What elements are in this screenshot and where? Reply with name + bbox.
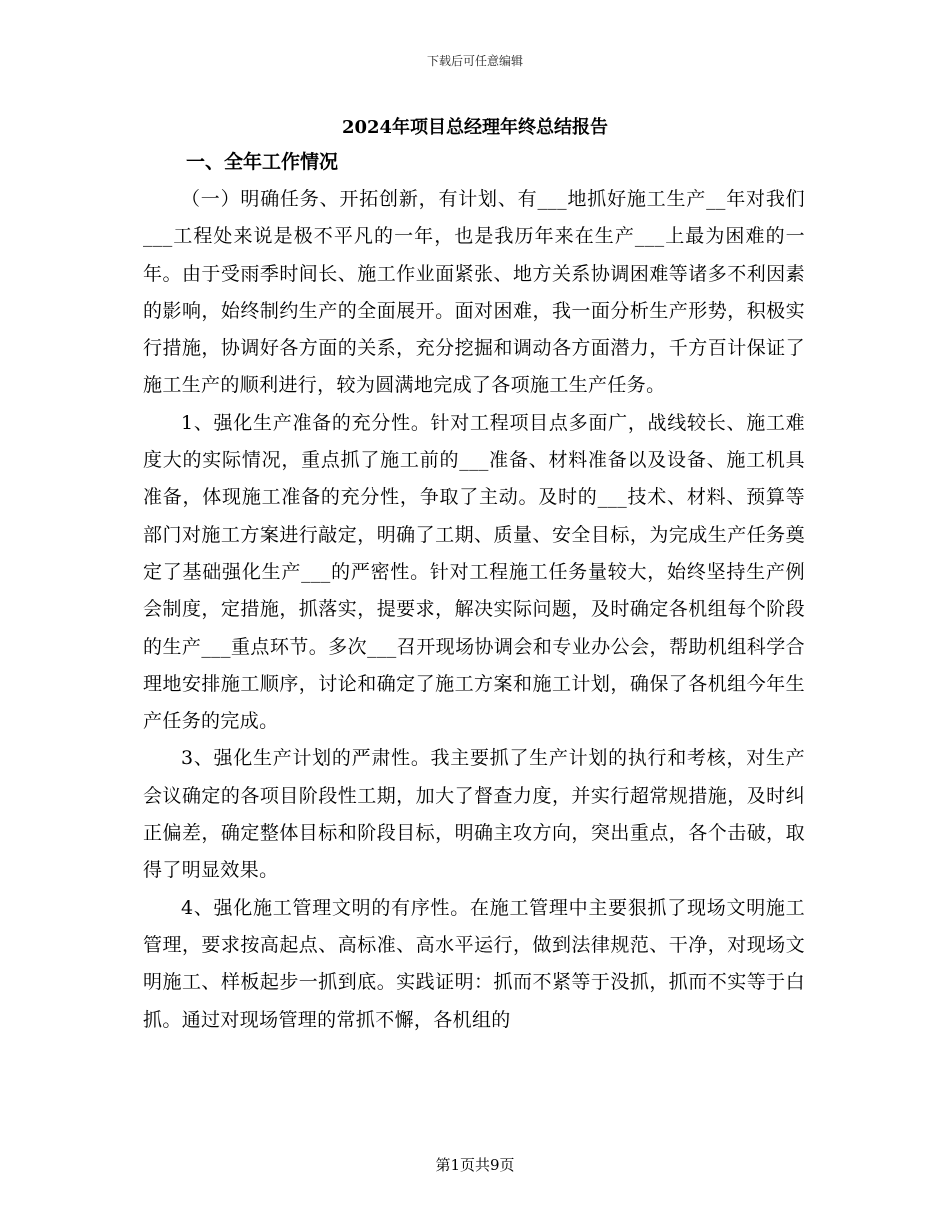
document-body — [143, 181, 805, 1039]
page-header: 下载后可任意编辑 — [426, 54, 523, 68]
document-title: 2024年项目总经理年终总结报告 — [341, 117, 609, 138]
paragraph-item-4: 4、强化施工管理文明的有序性。在施工管理中主要狠抓了现场文明施工管理，要求按高起点、高标准、高水平运行，做到法律规范、干净，对现场文明施工、样板起步一抓到底。实践证明：抓而不紧等于没抓，抓而不实等于白抓。通过对现场管理的常抓不懈，各机组的 — [143, 896, 805, 1031]
paragraph-item-1: 1、强化生产准备的充分性。针对工程项目点多面广，战线较长、施工难度大的实际情况，重点抓了施工前的___准备、材料准备以及设备、施工机具准备，体现施工准备的充分性，争取了主动。及时的___技术、材料、预算等部门对施工方案进行敲定，明确了工期、质量、安全目标，为完成生产任务奠定了基础强化生产___的严密性。针对工程施工任务量较大，始终坚持生产例会制度，定措施，抓落实，提要求，解决实际问题，及时确定各机组每个阶段的生产___重点环节。多次___召开现场协调会和专业办公会，帮助机组科学合理地安排施工顺序，讨论和确定了施工方案和施工计划，确保了各机组今年生产任务的完成。 — [143, 411, 805, 733]
paragraph-overview: （一）明确任务、开拓创新，有计划、有___地抓好施工生产__年对我们___工程处来说是极不平凡的一年，也是我历年来在生产___上最为困难的一年。由于受雨季时间长、施工作业面紧张、地方关系协调困难等诸多不利因素的影响，始终制约生产的全面展开。面对困难，我一面分析生产形势，积极实行措施，协调好各方面的关系，充分挖掘和调动各方面潜力，千方百计保证了施工生产的顺利进行，较为圆满地完成了各项施工生产任务。 — [143, 188, 805, 397]
section-heading: 一、全年工作情况 — [186, 151, 339, 173]
page-footer: 第1页共9页 — [435, 1156, 515, 1174]
paragraph-item-3: 3、强化生产计划的严肃性。我主要抓了生产计划的执行和考核，对生产会议确定的各项目阶段性工期，加大了督查力度，并实行超常规措施，及时纠正偏差，确定整体目标和阶段目标，明确主攻方向，突出重点，各个击破，取得了明显效果。 — [143, 747, 805, 882]
